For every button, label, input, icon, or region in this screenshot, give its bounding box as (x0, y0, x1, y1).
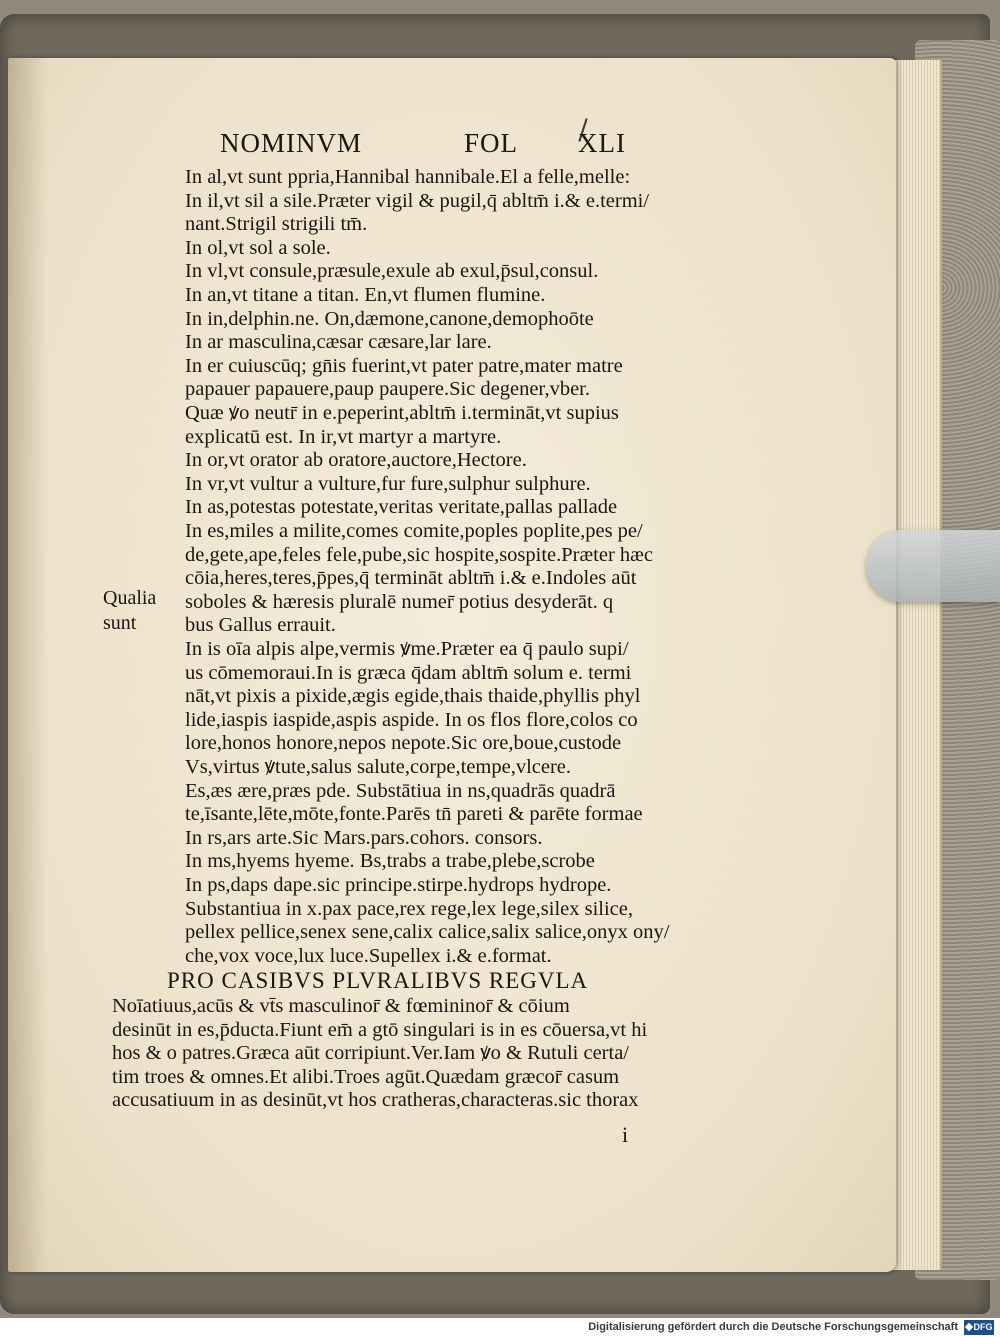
text-line: In ms,hyems hyeme. Bs,trabs a trabe,plebe,scrobe (185, 850, 595, 873)
text-line: tim troes & omnes.Et alibi.Troes agūt.Quædam græcor̄ casum (112, 1065, 620, 1088)
text-line: Noīatiuus,acūs & vt̄s masculinor̄ & fœmininor̄ & cōium (112, 995, 570, 1017)
text-line: hos & o patres.Græca aūt corripiunt.Ver.Iam ꝟo & Rutuli certa/ (112, 1042, 629, 1065)
folio-number: XLI (578, 128, 626, 158)
dfg-logo-text: DFG (973, 1322, 993, 1332)
text-line: us cōmemoraui.In is græca q̄dam abltm̄ solum e. termi (185, 661, 632, 684)
footer-credit: Digitalisierung gefördert durch die Deutsche Forschungsgemeinschaft (588, 1321, 958, 1333)
page-clip (866, 530, 1000, 602)
text-line: In an,vt titane a titan. En,vt flumen flumine. (185, 284, 546, 306)
margin-note: Qualia (103, 587, 157, 609)
text-line: Substantiua in x.pax pace,rex rege,lex lege,silex silice, (185, 897, 633, 920)
text-line: de,gete,ape,feles fele,pube,sic hospite,sospite.Præter hæc (185, 543, 653, 566)
text-line: Quæ ꝟo neutr̄ in e.peperint,abltm̄ i.termināt,vt supius (185, 402, 619, 424)
text-line: papauer papauere,paup paupere.Sic degener,vber. (185, 378, 590, 401)
text-line: In vl,vt consule,præsule,exule ab exul,p̄sul,consul. (185, 260, 599, 283)
text-line: desinūt in es,p̄ducta.Fiunt em̄ a gtō singulari is in es cōuersa,vt hi (112, 1018, 648, 1041)
text-line: pellex pellice,senex sene,calix calice,salix salice,onyx ony/ (185, 921, 670, 944)
text-line: che,vox voce,lux luce.Supellex i.& e.format. (185, 944, 552, 967)
text-line: te,īsante,lēte,mōte,fonte.Parēs tn̄ pareti & parēte formae (185, 803, 643, 826)
signature-mark: i (622, 1122, 629, 1147)
text-line: lore,honos honore,nepos nepote.Sic ore,boue,custode (185, 732, 622, 755)
body-text (185, 165, 885, 965)
section-heading: PRO CASIBVS PLVRALIBVS REGVLA (167, 968, 589, 993)
text-line: Vs,virtus ꝟtute,salus salute,corpe,tempe,vlcere. (185, 756, 572, 778)
text-line: nāt,vt pixis a pixide,ægis egide,thais thaide,phyllis phyl (185, 685, 641, 708)
margin-note: sunt (103, 612, 137, 634)
text-line: In as,potestas potestate,veritas veritate,pallas pallade (185, 496, 618, 519)
text-line: In is oīa alpis alpe,vermis ꝟme.Præter ea q̄ paulo supi/ (185, 638, 629, 660)
footer-bar (0, 1318, 1000, 1338)
dfg-logo (964, 1320, 994, 1335)
text-line: cōia,heres,teres,p̄pes,q̄ termināt abltm̄ i.& e.Indoles aūt (185, 567, 637, 590)
text-line: In ps,daps dape.sic principe.stirpe.hydrops hydrope. (185, 874, 612, 896)
gutter-shadow (8, 58, 48, 1272)
text-line: In al,vt sunt ppria,Hannibal hannibale.El a felle,melle: (185, 166, 631, 188)
text-line: In in,delphin.ne. On,dæmone,canone,demophoōte (185, 307, 594, 330)
text-line: Es,æs ære,præs pde. Substātiua in ns,quadrās quadrā (185, 779, 616, 802)
text-line: In es,miles a milite,comes comite,poples poplite,pes pe/ (185, 520, 643, 542)
text-line: nant.Strigil strigili tm̄. (185, 213, 368, 236)
text-line: bus Gallus errauit. (185, 614, 336, 637)
text-line: In rs,ars arte.Sic Mars.pars.cohors. consors. (185, 826, 543, 849)
running-title: NOMINVM (220, 128, 362, 158)
text-line: In il,vt sil a sile.Præter vigil & pugil,q̄ abltm̄ i.& e.termi/ (185, 189, 650, 212)
folio-label: FOL (464, 128, 519, 158)
text-line: In er cuiuscūq; gn̄is fuerint,vt pater patre,mater matre (185, 354, 623, 377)
text-line: accusatiuum in as desinūt,vt hos cratheras,characteras.sic thorax (112, 1089, 639, 1112)
text-line: In or,vt orator ab oratore,auctore,Hectore. (185, 449, 527, 472)
text-line: explicatū est. In ir,vt martyr a martyre. (185, 425, 502, 448)
text-line: In ar masculina,cæsar cæsare,lar lare. (185, 331, 492, 354)
text-line: In vr,vt vultur a vulture,fur fure,sulphur sulphure. (185, 472, 591, 495)
text-line: In ol,vt sol a sole. (185, 236, 331, 259)
text-line: lide,iaspis iaspide,aspis aspide. In os flos flore,colos co (185, 708, 638, 731)
rule-text (112, 994, 892, 1124)
text-line: soboles & hæresis pluralē numer̄ potius desyderāt. q (185, 590, 614, 613)
